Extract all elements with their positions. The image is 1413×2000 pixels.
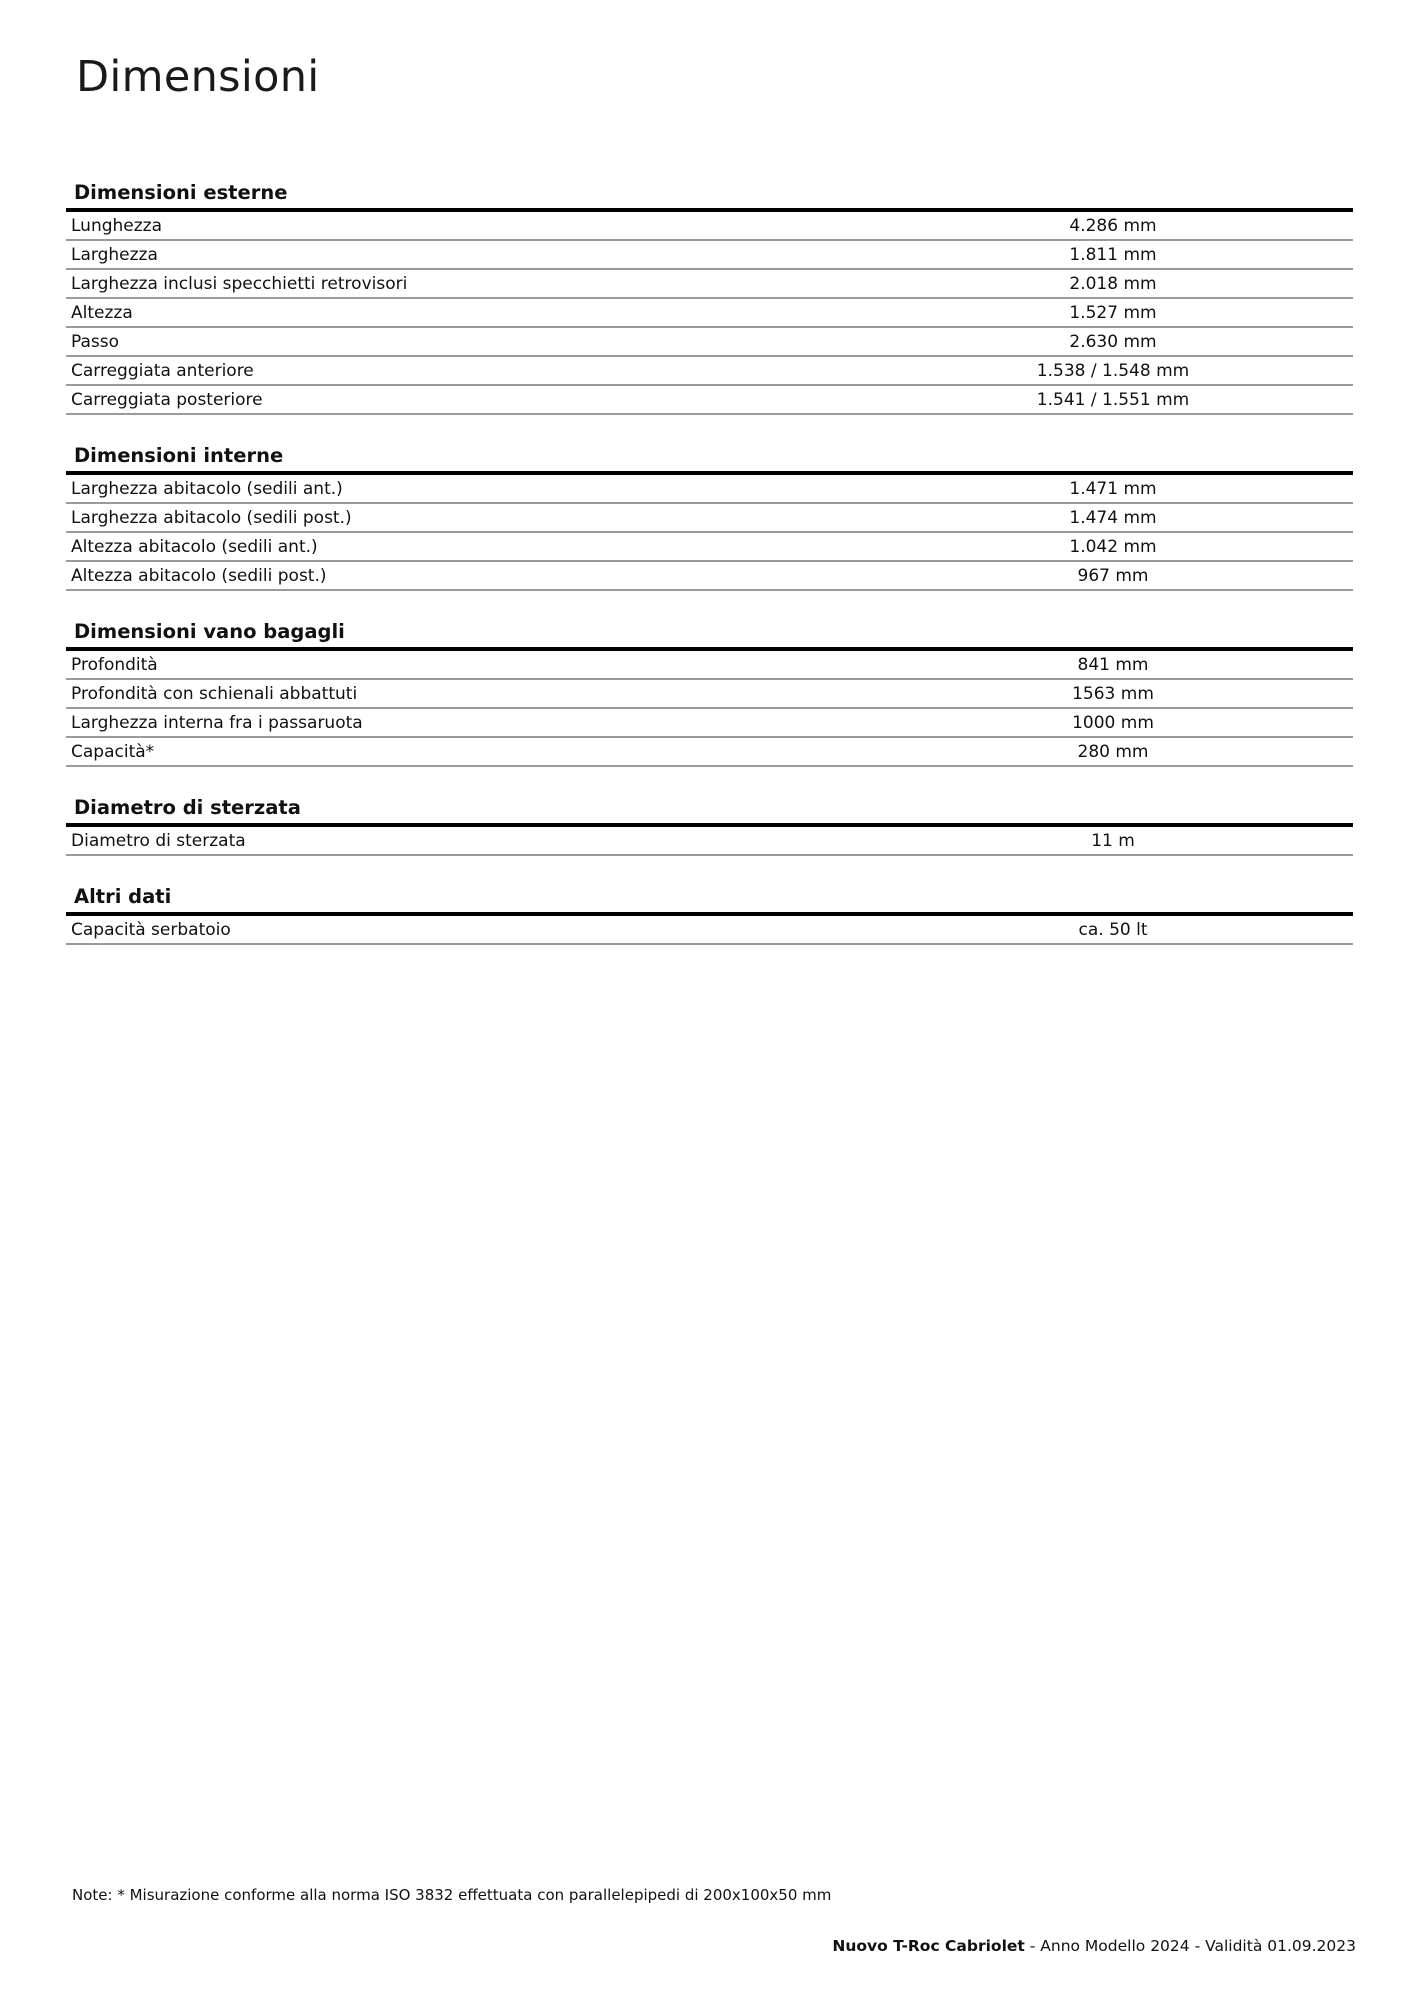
row-label: Altezza (71, 302, 133, 323)
table-row (66, 738, 1353, 767)
table-row (66, 709, 1353, 738)
row-value: 2.018 mm (1069, 273, 1157, 294)
row-label: Altezza abitacolo (sedili post.) (71, 565, 327, 586)
section-title: Diametro di sterzata (66, 794, 1353, 827)
row-value: 280 mm (1077, 741, 1149, 762)
row-value: 1.811 mm (1069, 244, 1157, 265)
row-label: Altezza abitacolo (sedili ant.) (71, 536, 318, 557)
section-turning-diameter (66, 794, 1353, 856)
row-value: 1563 mm (1072, 683, 1154, 704)
row-value: 841 mm (1077, 654, 1149, 675)
row-label: Capacità serbatoio (71, 919, 231, 940)
section-interior-dimensions (66, 442, 1353, 591)
dimensions-content (66, 179, 1353, 972)
row-value: 1.042 mm (1069, 536, 1157, 557)
row-label: Larghezza (71, 244, 158, 265)
row-value: 4.286 mm (1069, 215, 1157, 236)
table-row (66, 386, 1353, 415)
row-label: Larghezza interna fra i passaruota (71, 712, 363, 733)
footer-model-name: Nuovo T-Roc Cabriolet (832, 1937, 1025, 1955)
section-title: Dimensioni vano bagagli (66, 618, 1353, 651)
page-title: Dimensioni (76, 52, 320, 102)
row-value: 1.471 mm (1069, 478, 1157, 499)
row-value: 1.541 / 1.551 mm (1036, 389, 1190, 410)
table-row (66, 680, 1353, 709)
table-row (66, 270, 1353, 299)
section-title: Altri dati (66, 883, 1353, 916)
row-label: Carreggiata posteriore (71, 389, 263, 410)
table-row (66, 562, 1353, 591)
row-value: 2.630 mm (1069, 331, 1157, 352)
row-value: ca. 50 lt (1078, 919, 1148, 940)
table-row (66, 328, 1353, 357)
row-label: Larghezza inclusi specchietti retrovisori (71, 273, 408, 294)
row-value: 1.527 mm (1069, 302, 1157, 323)
footnote: Note: * Misurazione conforme alla norma ISO 3832 effettuata con parallelepipedi di 200x100x50 mm (72, 1886, 832, 1904)
table-row (66, 916, 1353, 945)
row-label: Profondità con schienali abbattuti (71, 683, 358, 704)
row-label: Capacità* (71, 741, 155, 762)
row-label: Diametro di sterzata (71, 830, 246, 851)
row-label: Lunghezza (71, 215, 163, 236)
table-row (66, 504, 1353, 533)
table-row (66, 651, 1353, 680)
section-exterior-dimensions (66, 179, 1353, 415)
section-title: Dimensioni esterne (66, 179, 1353, 212)
row-label: Profondità (71, 654, 158, 675)
table-row (66, 827, 1353, 856)
row-value: 11 m (1091, 830, 1135, 851)
row-label: Passo (71, 331, 120, 352)
section-title: Dimensioni interne (66, 442, 1353, 475)
section-luggage-dimensions (66, 618, 1353, 767)
section-other-data (66, 883, 1353, 945)
table-row (66, 533, 1353, 562)
row-value: 1.474 mm (1069, 507, 1157, 528)
table-row (66, 299, 1353, 328)
table-row (66, 475, 1353, 504)
table-row (66, 212, 1353, 241)
row-value: 967 mm (1077, 565, 1149, 586)
footer-validity: - Anno Modello 2024 - Validità 01.09.2023 (1024, 1937, 1356, 1955)
row-label: Larghezza abitacolo (sedili ant.) (71, 478, 343, 499)
table-row (66, 357, 1353, 386)
row-label: Carreggiata anteriore (71, 360, 254, 381)
page-footer (832, 1937, 1356, 1955)
row-value: 1.538 / 1.548 mm (1036, 360, 1190, 381)
row-value: 1000 mm (1072, 712, 1154, 733)
row-label: Larghezza abitacolo (sedili post.) (71, 507, 352, 528)
table-row (66, 241, 1353, 270)
